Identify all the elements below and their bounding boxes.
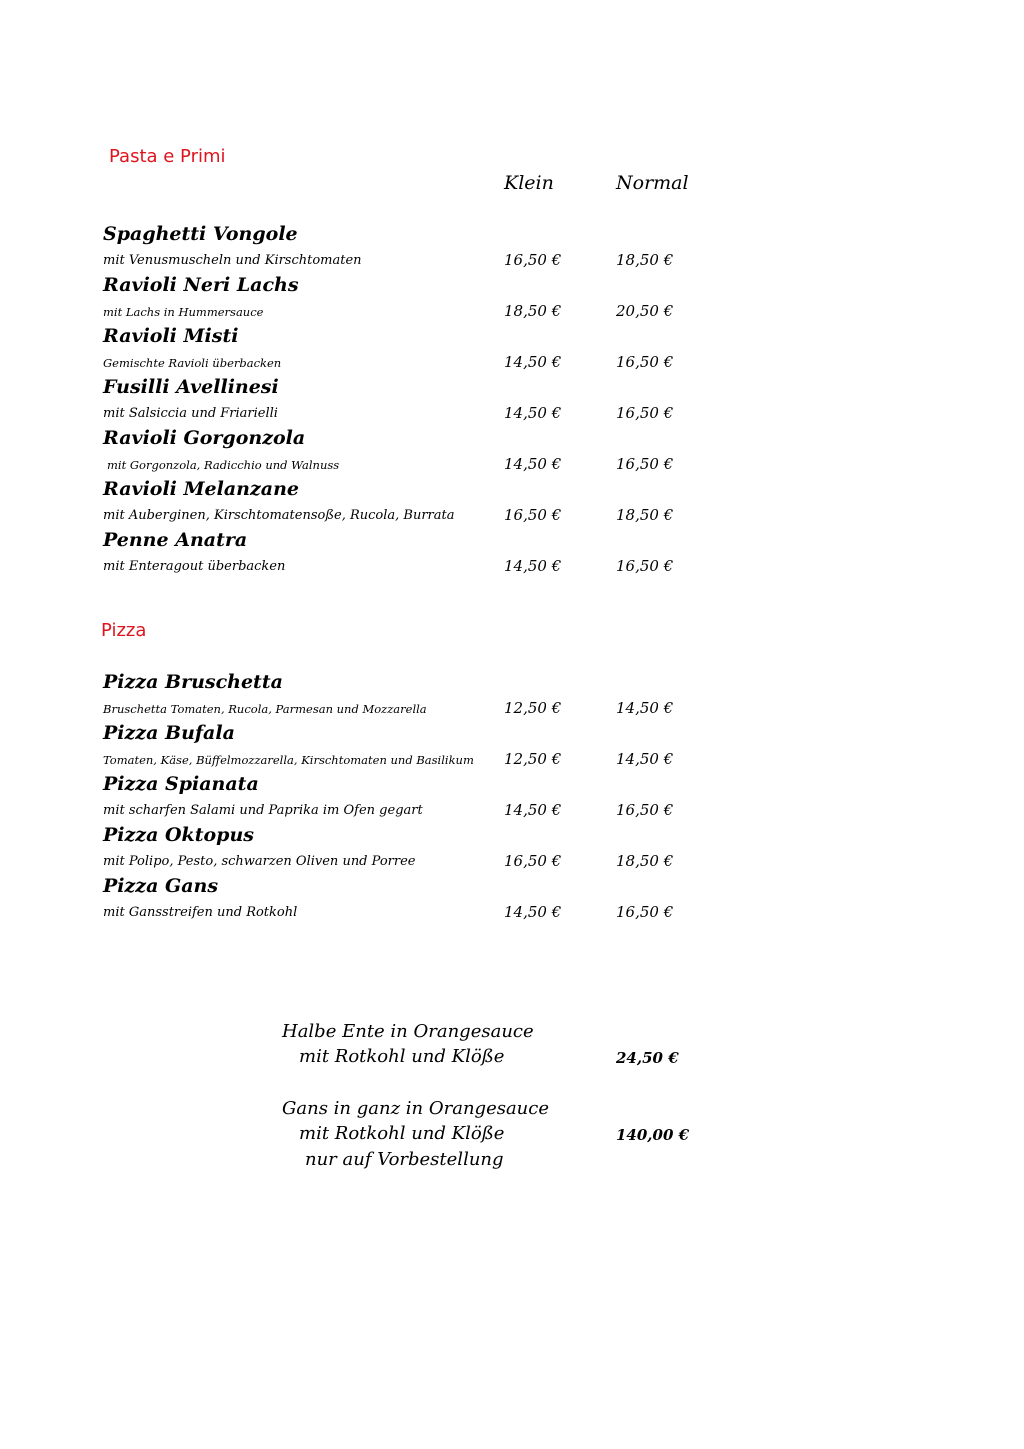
menu-item-price-klein: 14,50 € — [504, 353, 562, 371]
menu-item-price-klein: 18,50 € — [504, 302, 562, 320]
menu-item-name: Pizza Spianata — [103, 773, 259, 795]
menu-item-price-normal: 18,50 € — [616, 852, 674, 870]
menu-item-price-klein: 14,50 € — [504, 404, 562, 422]
column-header-normal: Normal — [616, 172, 689, 194]
menu-item-price-normal: 14,50 € — [616, 699, 674, 717]
menu-item-description: Bruschetta Tomaten, Rucola, Parmesan und Mozzarella — [103, 702, 427, 716]
column-header-klein: Klein — [504, 172, 554, 194]
menu-item-price-normal: 16,50 € — [616, 353, 674, 371]
menu-item-price-klein: 14,50 € — [504, 903, 562, 921]
menu-item-price-klein: 14,50 € — [504, 455, 562, 473]
menu-item-name: Penne Anatra — [103, 529, 248, 551]
special-item-price: 24,50 € — [616, 1049, 679, 1067]
menu-item-description: mit Auberginen, Kirschtomatensoße, Rucola, Burrata — [103, 508, 455, 523]
menu-item-price-klein: 14,50 € — [504, 557, 562, 575]
menu-item-price-normal: 16,50 € — [616, 903, 674, 921]
menu-item-price-klein: 12,50 € — [504, 699, 562, 717]
menu-item-price-klein: 16,50 € — [504, 852, 562, 870]
menu-item-description: mit scharfen Salami und Paprika im Ofen gegart — [103, 803, 423, 818]
menu-item-price-normal: 20,50 € — [616, 302, 674, 320]
section-title-pasta: Pasta e Primi — [109, 146, 226, 167]
menu-item-description: mit Gansstreifen und Rotkohl — [103, 905, 298, 920]
menu-item-price-normal: 16,50 € — [616, 557, 674, 575]
section-title-pizza: Pizza — [101, 620, 147, 641]
menu-item-price-klein: 12,50 € — [504, 750, 562, 768]
menu-item-name: Spaghetti Vongole — [103, 223, 298, 245]
menu-item-name: Pizza Oktopus — [103, 824, 254, 846]
menu-item-description: Gemischte Ravioli überbacken — [103, 356, 282, 370]
menu-item-name: Pizza Bruschetta — [103, 671, 283, 693]
menu-item-description: Tomaten, Käse, Büffelmozzarella, Kirschtomaten und Basilikum — [103, 753, 474, 767]
menu-item-price-normal: 16,50 € — [616, 801, 674, 819]
menu-item-description: mit Venusmuscheln und Kirschtomaten — [103, 253, 362, 268]
special-item-line: mit Rotkohl und Klöße — [299, 1046, 505, 1067]
menu-item-description: mit Salsiccia und Friarielli — [103, 406, 278, 421]
menu-item-name: Ravioli Misti — [103, 325, 239, 347]
menu-item-description: mit Gorgonzola, Radicchio und Walnuss — [107, 458, 340, 472]
menu-item-description: mit Lachs in Hummersauce — [103, 305, 264, 319]
menu-item-price-normal: 16,50 € — [616, 404, 674, 422]
menu-item-name: Ravioli Neri Lachs — [103, 274, 299, 296]
menu-item-price-klein: 16,50 € — [504, 506, 562, 524]
menu-item-price-normal: 18,50 € — [616, 251, 674, 269]
menu-item-price-normal: 18,50 € — [616, 506, 674, 524]
menu-item-price-normal: 16,50 € — [616, 455, 674, 473]
menu-item-price-klein: 16,50 € — [504, 251, 562, 269]
menu-item-description: mit Polipo, Pesto, schwarzen Oliven und Porree — [103, 854, 416, 869]
menu-item-name: Ravioli Gorgonzola — [103, 427, 306, 449]
menu-item-name: Ravioli Melanzane — [103, 478, 299, 500]
special-item-line: Halbe Ente in Orangesauce — [282, 1021, 534, 1042]
menu-item-description: mit Enteragout überbacken — [103, 559, 286, 574]
menu-item-name: Pizza Bufala — [103, 722, 235, 744]
menu-item-price-normal: 14,50 € — [616, 750, 674, 768]
menu-item-price-klein: 14,50 € — [504, 801, 562, 819]
special-item-price: 140,00 € — [616, 1126, 690, 1144]
menu-item-name: Fusilli Avellinesi — [103, 376, 279, 398]
special-item-line: nur auf Vorbestellung — [305, 1149, 504, 1170]
menu-item-name: Pizza Gans — [103, 875, 219, 897]
special-item-line: mit Rotkohl und Klöße — [299, 1123, 505, 1144]
special-item-line: Gans in ganz in Orangesauce — [282, 1098, 550, 1119]
